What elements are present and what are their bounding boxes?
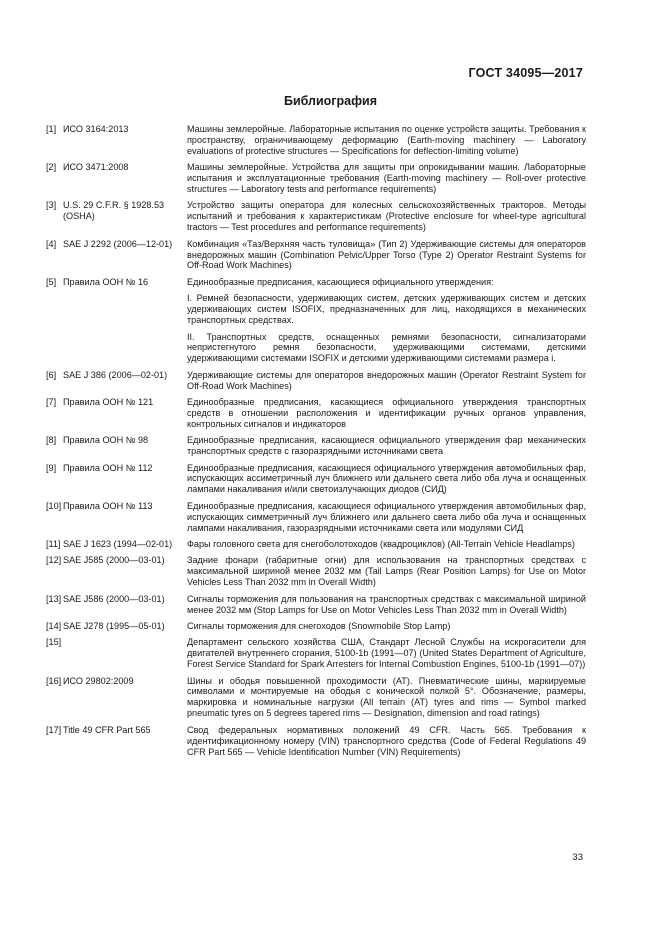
entry-number: [4] bbox=[46, 238, 57, 249]
bibliography-entry bbox=[46, 501, 586, 534]
bibliography-entry bbox=[46, 162, 586, 195]
entry-code: Правила ООН № 16 bbox=[63, 276, 149, 287]
entry-description: Устройство защиты оператора для колесных сельскохозяйственных тракторов. Методы испытаний и требования к характеристикам (Protective enclosure for wheel-type agricultural tractors — Test procedures and performance requirements) bbox=[187, 200, 586, 233]
page-title: Библиография bbox=[283, 94, 378, 108]
entry-description: Единообразные предписания, касающиеся официального утверждения фар механических транспортных средств с газоразрядными источниками света bbox=[187, 435, 586, 457]
bibliography-entry bbox=[46, 637, 586, 670]
entry-number: [9] bbox=[46, 462, 57, 473]
entry-description: Свод федеральных нормативных положений 49 CFR. Часть 565. Требования к идентификационному номеру (VIN) транспортного средства (Code of Federal Regulations 49 CFR Part 565 — Vehicle Identification Number (VIN) Requirements) bbox=[187, 724, 586, 757]
page-number: 33 bbox=[572, 852, 583, 863]
entry-number: [15] bbox=[46, 637, 62, 648]
entry-number: [8] bbox=[46, 435, 57, 446]
entry-description: Машины землеройные. Лабораторные испытания по оценке устройств защиты. Требования к пространству, ограничивающему деформацию (Earth-moving machinery — Laboratory evaluations of protective structures — Specifications for deflection-limiting volume) bbox=[187, 124, 586, 156]
entry-code: Правила ООН № 112 bbox=[63, 462, 153, 473]
bibliography-entry bbox=[46, 370, 586, 392]
entry-description: Сигналы торможения для пользования на транспортных средствах с максимальной шириной менее 2032 мм (Stop Lamps for Use on Motor Vehicles Less Than 2032 mm in Overall Width) bbox=[187, 593, 586, 615]
entry-number: [1] bbox=[46, 124, 57, 134]
entry-number: [2] bbox=[46, 162, 57, 173]
entry-number: [3] bbox=[46, 200, 57, 211]
entry-code: SAE J 386 (2006—02-01) bbox=[63, 369, 168, 380]
bibliography-entry bbox=[46, 539, 586, 550]
entry-number: [10] bbox=[46, 500, 62, 511]
bibliography-entry bbox=[46, 435, 586, 457]
entry-number: [5] bbox=[46, 276, 57, 287]
entry-description: Единообразные предписания, касающиеся официального утверждения транспортных средств в отношении расположения и идентификации ручных органов управления, контрольных сигналов и индикаторов bbox=[187, 397, 586, 429]
entry-number: [14] bbox=[46, 620, 62, 631]
entry-code: SAE J 2292 (2006—12-01) bbox=[63, 238, 173, 249]
entry-number: [17] bbox=[46, 724, 62, 735]
entry-description: Удерживающие системы для операторов внедорожных машин (Operator Restraint System for Off-Road Work Machines) bbox=[187, 369, 586, 391]
entry-number: [12] bbox=[46, 555, 62, 566]
entry-code: Правила ООН № 98 bbox=[63, 435, 149, 446]
entry-description: Единообразные предписания, касающиеся официального утверждения автомобильных фар, испускающих симметричный луч ближнего или дальнего света либо оба луча и оснащенных лампами накаливания, газоразрядными источниками света или модулями СИД bbox=[187, 500, 586, 533]
entry-code: SAE J586 (2000—03-01) bbox=[63, 593, 165, 604]
entry-subitem: I. Ремней безопасности, удерживающих систем, детских удерживающих систем и детских удерживающих систем ISOFIX, предназначенных для лиц, находящихся в механических транспортных средствах. bbox=[187, 293, 586, 326]
entry-code: Title 49 CFR Part 565 bbox=[63, 724, 151, 735]
entry-code: ИСО 3471:2008 bbox=[63, 162, 129, 173]
entry-code: SAE J278 (1995—05-01) bbox=[63, 620, 165, 631]
bibliography-entry bbox=[46, 555, 586, 588]
entry-code: Правила ООН № 121 bbox=[63, 397, 154, 408]
bibliography-entry bbox=[46, 725, 586, 758]
entry-description: Задние фонари (габаритные огни) для использования на транспортных средствах с максимальной шириной менее 2032 мм (Tail Lamps (Rear Position Lamps) for Use on Motor Vehicles Less Than 2032 mm in Overall Width) bbox=[187, 555, 586, 588]
entry-number: [11] bbox=[46, 539, 61, 549]
entry-number: [16] bbox=[46, 675, 62, 686]
bibliography-entry bbox=[46, 621, 586, 632]
entry-code: U.S. 29 C.F.R. § 1928.53 (OSHA) bbox=[63, 200, 165, 222]
bibliography-list bbox=[46, 124, 586, 763]
entry-description: Комбинация «Таз/Верхняя часть туловища» (Тип 2) Удерживающие системы для операторов внедорожных машин (Combination Pelvic/Upper Torso (Type 2) Operator Restraint Systems for Off-Road Work Machines) bbox=[187, 238, 586, 271]
bibliography-entry bbox=[46, 463, 586, 496]
bibliography-entry bbox=[46, 239, 586, 272]
entry-description: Сигналы торможения для снегоходов (Snowmobile Stop Lamp) bbox=[187, 620, 451, 631]
entry-code: Правила ООН № 113 bbox=[63, 500, 153, 511]
entry-description: Машины землеройные. Устройства для защиты при опрокидывании машин. Лабораторные испытания и эксплуатационные требования (Earth-moving machinery — Roll-over protective structures — Laboratory tests and performance requirements) bbox=[187, 162, 586, 195]
entry-description: Шины и ободья повышенной проходимости (AT). Пневматические шины, маркируемые символами и монтируемые на ободья с конической полкой 5°. Обозначение, размеры, маркировка и номинальные нагрузки (All terrain (AT) tyres and rims — Symbol marked pneumatic tyres on 5 degrees tapered rims — Designation, dimension and road ratings) bbox=[187, 675, 586, 719]
entry-description: Департамент сельского хозяйства США, Стандарт Лесной Службы на искрогасители для двигателей внутреннего сгорания, 5100-1b (1991—07) (United States Department of Agriculture, Forest Service Standard for Spark Arresters for Internal Combustion Engines, 5100-1b (1991—07)) bbox=[187, 637, 586, 670]
entry-code: SAE J 1623 (1994—02-01) bbox=[63, 539, 173, 549]
entry-description: Фары головного света для снегоболотоходов (квадроциклов) (All-Terrain Vehicle Headlamps) bbox=[187, 539, 575, 549]
bibliography-entry bbox=[46, 594, 586, 616]
entry-description: Единообразные предписания, касающиеся официального утверждения: bbox=[187, 276, 494, 287]
entry-number: [13] bbox=[46, 593, 62, 604]
document-header: ГОСТ 34095—2017 bbox=[468, 66, 583, 80]
bibliography-entry bbox=[46, 277, 586, 364]
entry-subitem: II. Транспортных средств, оснащенных ремнями безопасности, сигнализаторами непристегнутого ремня безопасности, удерживающими системами, детскими удерживающими системами ISOFIX и детскими удерживающими системами размера i. bbox=[187, 331, 586, 364]
bibliography-entry bbox=[46, 200, 586, 233]
bibliography-entry bbox=[46, 397, 586, 430]
entry-code: ИСО 29802:2009 bbox=[63, 675, 134, 686]
bibliography-entry bbox=[46, 676, 586, 720]
entry-number: [6] bbox=[46, 369, 57, 380]
entry-description: Единообразные предписания, касающиеся официального утверждения автомобильных фар, испускающих ассиметричный луч ближнего или дальнего света либо оба луча и оснащенных лампами накаливания и/или светоизлучающих диодов (СИД) bbox=[187, 462, 586, 495]
bibliography-entry bbox=[46, 124, 586, 157]
entry-code: SAE J585 (2000—03-01) bbox=[63, 555, 165, 566]
entry-number: [7] bbox=[46, 397, 57, 408]
entry-code: ИСО 3164:2013 bbox=[63, 124, 129, 134]
